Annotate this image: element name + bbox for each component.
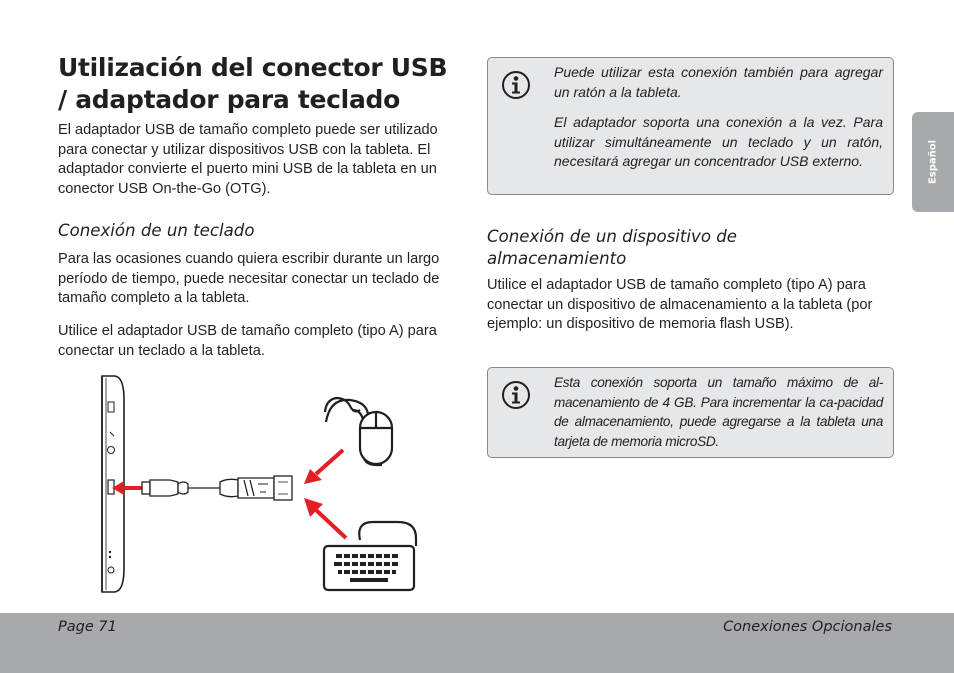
storage-paragraph: Utilice el adaptador USB de tamaño completo (tipo A) para conectar un dispositivo de almacenamiento a la tableta (por ejemplo: un dispositivo de memoria flash USB). <box>487 277 873 333</box>
keyboard-paragraph-1: Para las ocasiones cuando quiera escribir durante un largo período de tiempo, puede necesitar conectar un teclado de tamaño completo a la tableta. <box>58 251 440 307</box>
note-box-storage <box>487 367 894 458</box>
keyboard-heading: Conexión de un teclado <box>58 221 255 240</box>
note2-text: Esta conexión soporta un tamaño máximo de al-macenamiento de 4 GB. Para incrementar la ca-pacidad de almacenamiento, puede agregarse a la tableta una tarjeta de memoria microSD. <box>554 375 883 449</box>
info-icon <box>501 70 531 100</box>
page-number: Page 71 <box>58 619 117 635</box>
note1-text-1: Puede utilizar esta conexión también para agregar un ratón a la tableta. <box>554 64 883 100</box>
page-title: Utilización del conector USB / adaptador para teclado <box>58 53 448 114</box>
usb-keyboard-illustration <box>98 370 428 598</box>
keyboard-paragraph-2: Utilice el adaptador USB de tamaño completo (tipo A) para conectar un teclado a la tableta. <box>58 323 437 359</box>
language-tab-label: Español <box>927 139 939 185</box>
info-icon <box>501 380 531 410</box>
footer-section-title: Conexiones Opcionales <box>723 619 892 635</box>
arrow-to-keyboard <box>304 498 346 538</box>
usb-adapter-cable <box>142 476 292 500</box>
intro-paragraph: El adaptador USB de tamaño completo puede ser utilizado para conectar y utilizar dispositivos USB con la tableta. El adaptador convierte el puerto mini USB de la tableta en un conector USB On-the-Go (OTG). <box>58 122 438 198</box>
language-tab <box>912 112 954 212</box>
page-footer <box>0 613 954 673</box>
storage-heading: Conexión de un dispositivo de almacenamiento <box>487 227 738 268</box>
note-box-mouse <box>487 57 894 195</box>
arrow-to-mouse <box>304 450 343 484</box>
note1-text-2: El adaptador soporta una conexión a la vez. Para utilizar simultáneamente un teclado y un ratón, necesitará agregar un concentrador USB externo. <box>554 114 883 169</box>
